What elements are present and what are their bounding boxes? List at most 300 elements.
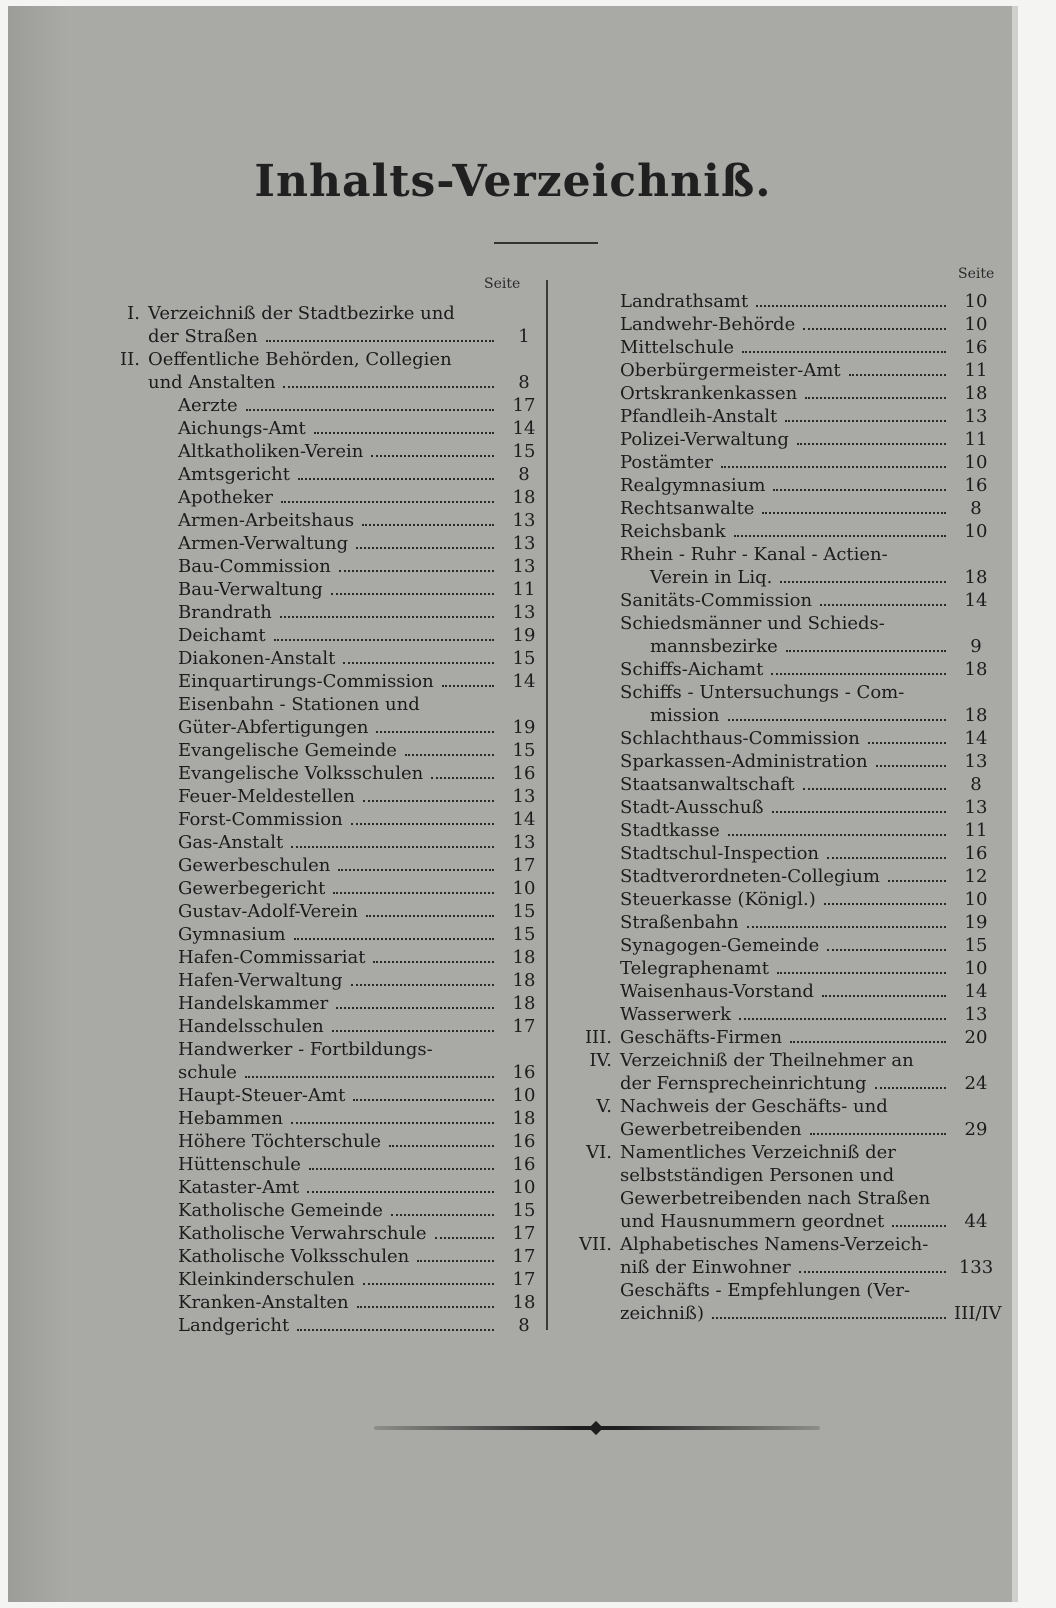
leader-dots xyxy=(246,409,494,411)
toc-entry xyxy=(578,727,998,750)
toc-entry xyxy=(578,750,998,773)
toc-entry-page: 12 xyxy=(964,866,988,887)
leader-dots xyxy=(333,892,494,894)
toc-entry-label: Verzeichniß der Stadtbezirke und xyxy=(148,303,455,324)
toc-entry-label: Polizei-Verwaltung xyxy=(620,429,789,450)
toc-entry-label: Schiedsmänner und Schieds- xyxy=(620,613,885,634)
toc-entry xyxy=(106,969,546,992)
toc-entry-label: Stadt-Ausschuß xyxy=(620,797,764,818)
leader-dots xyxy=(297,1329,494,1331)
toc-entry xyxy=(578,980,998,1003)
toc-entry-label: Apotheker xyxy=(178,487,274,508)
leader-dots xyxy=(266,340,494,342)
toc-entry-label: Gewerbetreibenden nach Straßen xyxy=(620,1188,931,1209)
toc-entry-number: IV. xyxy=(589,1050,612,1071)
toc-entry-label: Hafen-Commissariat xyxy=(178,947,366,968)
toc-entry xyxy=(578,1256,998,1279)
leader-dots xyxy=(803,328,946,330)
toc-entry-page: 16 xyxy=(512,763,536,784)
toc-entry-page: 14 xyxy=(512,671,536,692)
toc-entry-label: Gustav-Adolf-Verein xyxy=(178,901,358,922)
toc-entry-label: Diakonen-Anstalt xyxy=(178,648,336,669)
toc-entry xyxy=(578,451,998,474)
toc-entry-page: 14 xyxy=(964,981,988,1002)
toc-entry-label: Alphabetisches Namens-Verzeich- xyxy=(620,1234,929,1255)
leader-dots xyxy=(739,1018,946,1020)
toc-entry-label: Hebammen xyxy=(178,1108,283,1129)
leader-dots xyxy=(822,995,946,997)
toc-entry-label: Kleinkinderschulen xyxy=(178,1269,355,1290)
toc-entry-label: Pfandleih-Anstalt xyxy=(620,406,778,427)
toc-entry xyxy=(106,1268,546,1291)
toc-entry xyxy=(578,428,998,451)
toc-entry-label: Landrathsamt xyxy=(620,291,749,312)
toc-entry xyxy=(106,1130,546,1153)
toc-entry xyxy=(578,1072,998,1095)
toc-entry-label: mannsbezirke xyxy=(650,636,778,657)
toc-entry-label: Nachweis der Geschäfts- und xyxy=(620,1096,888,1117)
toc-entry-label: Stadtverordneten-Collegium xyxy=(620,866,880,887)
toc-entry-page: 15 xyxy=(512,441,536,462)
leader-dots xyxy=(343,662,494,664)
toc-entry xyxy=(106,325,546,348)
leader-dots xyxy=(777,972,946,974)
title-rule xyxy=(494,242,598,244)
toc-entry-page: 17 xyxy=(512,1016,536,1037)
toc-entry-label: Eisenbahn - Stationen und xyxy=(178,694,420,715)
toc-entry xyxy=(106,578,546,601)
leader-dots xyxy=(363,800,494,802)
toc-entry-label: Oeffentliche Behörden, Collegien xyxy=(148,349,452,370)
toc-entry-label: Güter-Abfertigungen xyxy=(178,717,369,738)
toc-entry xyxy=(578,773,998,796)
toc-entry xyxy=(578,865,998,888)
toc-entry xyxy=(578,911,998,934)
toc-entry-page: 17 xyxy=(512,1223,536,1244)
leader-dots xyxy=(785,420,946,422)
leader-dots xyxy=(712,1317,946,1319)
toc-entry-page: 15 xyxy=(512,1200,536,1221)
toc-entry-page: 16 xyxy=(512,1062,536,1083)
leader-dots xyxy=(875,1087,946,1089)
toc-entry-label: Sanitäts-Commission xyxy=(620,590,813,611)
toc-entry-label: Einquartirungs-Commission xyxy=(178,671,434,692)
toc-entry-label: selbstständigen Personen und xyxy=(620,1165,895,1186)
toc-entry xyxy=(578,1279,998,1302)
toc-entry xyxy=(578,1026,998,1049)
leader-dots xyxy=(356,547,494,549)
toc-entry xyxy=(578,313,998,336)
leader-dots xyxy=(771,673,946,675)
toc-entry-label: Evangelische Gemeinde xyxy=(178,740,397,761)
toc-entry-label: Postämter xyxy=(620,452,713,473)
toc-entry-page: 18 xyxy=(512,487,536,508)
toc-entry xyxy=(578,382,998,405)
toc-entry xyxy=(106,1199,546,1222)
toc-entry xyxy=(106,486,546,509)
toc-entry-label: Mittelschule xyxy=(620,337,734,358)
leader-dots xyxy=(442,685,494,687)
toc-entry-label: Hafen-Verwaltung xyxy=(178,970,343,991)
leader-dots xyxy=(728,834,946,836)
toc-entry-label: Gymnasium xyxy=(178,924,286,945)
toc-entry-label: Realgymnasium xyxy=(620,475,766,496)
toc-entry-label: Gas-Anstalt xyxy=(178,832,284,853)
toc-entry xyxy=(106,601,546,624)
toc-entry xyxy=(578,405,998,428)
toc-entry-label: Schlachthaus-Commission xyxy=(620,728,860,749)
toc-entry-label: Staatsanwaltschaft xyxy=(620,774,795,795)
toc-entry-page: 16 xyxy=(512,1154,536,1175)
leader-dots xyxy=(351,823,494,825)
leader-dots xyxy=(332,1030,494,1032)
toc-entry-label: Geschäfts - Empfehlungen (Ver- xyxy=(620,1280,911,1301)
leader-dots xyxy=(336,1007,494,1009)
toc-entry-page: 13 xyxy=(512,602,536,623)
toc-entry xyxy=(106,693,546,716)
leader-dots xyxy=(721,466,946,468)
toc-entry-page: 16 xyxy=(964,475,988,496)
toc-entry xyxy=(106,348,546,371)
toc-entry-page: 9 xyxy=(970,636,982,657)
toc-entry-label: Reichsbank xyxy=(620,521,726,542)
toc-entry xyxy=(106,946,546,969)
toc-entry-page: 18 xyxy=(964,705,988,726)
toc-entry-page: 17 xyxy=(512,1246,536,1267)
toc-entry xyxy=(106,1015,546,1038)
leader-dots xyxy=(742,351,946,353)
toc-entry-label: Landwehr-Behörde xyxy=(620,314,796,335)
toc-entry-page: 14 xyxy=(964,590,988,611)
toc-entry-page: 13 xyxy=(512,510,536,531)
leader-dots xyxy=(307,1191,494,1193)
toc-entry xyxy=(106,670,546,693)
toc-entry xyxy=(578,934,998,957)
leader-dots xyxy=(274,639,494,641)
toc-entry-page: 16 xyxy=(512,1131,536,1152)
toc-entry xyxy=(578,842,998,865)
toc-entry-label: Amtsgericht xyxy=(178,464,290,485)
toc-entry xyxy=(578,566,998,589)
leader-dots xyxy=(762,512,946,514)
toc-entry-page: 18 xyxy=(512,993,536,1014)
toc-entry-page: 11 xyxy=(512,579,536,600)
leader-dots xyxy=(363,1283,494,1285)
toc-entry-page: 19 xyxy=(512,625,536,646)
leader-dots xyxy=(849,374,946,376)
toc-entry-label: mission xyxy=(650,705,720,726)
toc-entry-page: 18 xyxy=(512,947,536,968)
leader-dots xyxy=(435,1237,495,1239)
toc-entry-number: I. xyxy=(127,303,140,324)
toc-entry-page: 10 xyxy=(964,521,988,542)
toc-entry-page: 13 xyxy=(512,533,536,554)
toc-entry xyxy=(578,543,998,566)
toc-entry xyxy=(106,739,546,762)
toc-entry xyxy=(106,532,546,555)
toc-entry-number: V. xyxy=(596,1096,612,1117)
toc-entry-label: Verein in Liq. xyxy=(650,567,773,588)
toc-entry xyxy=(106,785,546,808)
toc-entry xyxy=(106,1153,546,1176)
toc-entry xyxy=(578,1095,998,1118)
toc-entry-page: 44 xyxy=(964,1211,988,1232)
toc-entry-label: Landgericht xyxy=(178,1315,290,1336)
toc-entry xyxy=(578,888,998,911)
leader-dots xyxy=(876,765,946,767)
leader-dots xyxy=(405,754,494,756)
leader-dots xyxy=(353,1099,494,1101)
leader-dots xyxy=(338,869,494,871)
toc-entry-number: VII. xyxy=(579,1234,612,1255)
toc-entry-page: 8 xyxy=(970,498,982,519)
leader-dots xyxy=(827,857,946,859)
toc-entry-page: 11 xyxy=(964,360,988,381)
toc-entry-label: schule xyxy=(178,1062,237,1083)
toc-entry xyxy=(578,1210,998,1233)
toc-entry-label: Wasserwerk xyxy=(620,1004,731,1025)
toc-entry xyxy=(578,336,998,359)
leader-dots xyxy=(747,926,946,928)
toc-entry xyxy=(578,359,998,382)
toc-entry-page: 15 xyxy=(512,740,536,761)
toc-entry-page: 15 xyxy=(512,648,536,669)
toc-entry xyxy=(578,1164,998,1187)
leader-dots xyxy=(391,1214,494,1216)
toc-entry-label: Kataster-Amt xyxy=(178,1177,300,1198)
toc-entry-page: 14 xyxy=(964,728,988,749)
toc-entry-label: Steuerkasse (Königl.) xyxy=(620,889,816,910)
leader-dots xyxy=(245,1076,494,1078)
toc-entry xyxy=(106,302,546,325)
toc-entry-label: Aerzte xyxy=(178,395,238,416)
toc-entry xyxy=(578,635,998,658)
leader-dots xyxy=(291,1122,494,1124)
toc-entry-label: Bau-Verwaltung xyxy=(178,579,323,600)
toc-entry-page: 13 xyxy=(512,556,536,577)
leader-dots xyxy=(780,581,946,583)
leader-dots xyxy=(283,386,494,388)
toc-entry xyxy=(106,1038,546,1061)
toc-entry-page: 8 xyxy=(518,464,530,485)
leader-dots xyxy=(773,489,946,491)
toc-entry-page: 18 xyxy=(512,1108,536,1129)
toc-entry xyxy=(578,704,998,727)
toc-entry xyxy=(106,716,546,739)
toc-entry-page: 14 xyxy=(512,418,536,439)
leader-dots xyxy=(868,742,946,744)
toc-entry-page: 20 xyxy=(964,1027,988,1048)
document-page xyxy=(8,6,1018,1602)
toc-entry xyxy=(578,1141,998,1164)
leader-dots xyxy=(888,880,946,882)
toc-entry-label: Altkatholiken-Verein xyxy=(178,441,364,462)
leader-dots xyxy=(389,1145,494,1147)
toc-entry xyxy=(106,1291,546,1314)
toc-entry-page: 13 xyxy=(512,786,536,807)
toc-entry-page: 14 xyxy=(512,809,536,830)
leader-dots xyxy=(431,777,494,779)
toc-entry-page: 10 xyxy=(964,889,988,910)
toc-entry xyxy=(578,681,998,704)
toc-entry-page: 13 xyxy=(964,406,988,427)
toc-entry xyxy=(578,957,998,980)
toc-entry xyxy=(106,1107,546,1130)
toc-entry xyxy=(106,854,546,877)
toc-entry xyxy=(106,808,546,831)
toc-entry-label: Katholische Volksschulen xyxy=(178,1246,410,1267)
leader-dots xyxy=(339,570,494,572)
toc-entry xyxy=(578,520,998,543)
toc-entry xyxy=(106,900,546,923)
toc-entry xyxy=(106,509,546,532)
leader-dots xyxy=(734,535,946,537)
toc-entry-page: III/IV xyxy=(954,1303,1002,1324)
toc-entry-page: 17 xyxy=(512,1269,536,1290)
toc-entry xyxy=(578,819,998,842)
toc-entry-page: 10 xyxy=(964,291,988,312)
toc-entry-label: Hüttenschule xyxy=(178,1154,301,1175)
toc-entry-label: Stadtkasse xyxy=(620,820,720,841)
toc-entry xyxy=(578,1003,998,1026)
toc-entry xyxy=(578,658,998,681)
toc-entry-page: 18 xyxy=(964,659,988,680)
toc-entry-label: Katholische Verwahrschule xyxy=(178,1223,427,1244)
toc-entry-page: 18 xyxy=(512,1292,536,1313)
leader-dots xyxy=(728,719,947,721)
toc-entry-label: Brandrath xyxy=(178,602,272,623)
toc-entry xyxy=(106,831,546,854)
toc-entry-page: 15 xyxy=(964,935,988,956)
leader-dots xyxy=(892,1225,946,1227)
toc-entry-label: Armen-Verwaltung xyxy=(178,533,349,554)
leader-dots xyxy=(805,397,946,399)
toc-entry xyxy=(578,1233,998,1256)
toc-entry-page: 10 xyxy=(964,314,988,335)
toc-entry-label: Evangelische Volksschulen xyxy=(178,763,424,784)
leader-dots xyxy=(280,616,494,618)
leader-dots xyxy=(331,593,494,595)
toc-entry-number: VI. xyxy=(586,1142,612,1163)
toc-entry-label: und Hausnummern geordnet xyxy=(620,1211,885,1232)
toc-entry-page: 19 xyxy=(964,912,988,933)
toc-entry xyxy=(578,1302,1002,1325)
toc-entry-page: 18 xyxy=(512,970,536,991)
toc-entry-label: Handelskammer xyxy=(178,993,329,1014)
leader-dots xyxy=(803,788,947,790)
toc-entry xyxy=(106,1176,546,1199)
toc-entry-page: 13 xyxy=(964,751,988,772)
leader-dots xyxy=(281,501,494,503)
toc-entry-label: Feuer-Meldestellen xyxy=(178,786,355,807)
toc-entry-label: niß der Einwohner xyxy=(620,1257,791,1278)
toc-entry-label: Ortskrankenkassen xyxy=(620,383,798,404)
toc-entry-page: 13 xyxy=(964,1004,988,1025)
leader-dots xyxy=(351,984,494,986)
toc-entry xyxy=(578,1049,998,1072)
toc-entry xyxy=(106,417,546,440)
toc-entry-page: 1 xyxy=(518,326,530,347)
toc-entry-label: Bau-Commission xyxy=(178,556,331,577)
toc-entry-label: Handelsschulen xyxy=(178,1016,324,1037)
toc-entry-page: 10 xyxy=(512,878,536,899)
leader-dots xyxy=(357,1306,494,1308)
toc-entry-number: II. xyxy=(120,349,140,370)
leader-dots xyxy=(309,1168,494,1170)
toc-entry xyxy=(106,992,546,1015)
leader-dots xyxy=(820,604,946,606)
leader-dots xyxy=(824,903,946,905)
toc-entry-number: III. xyxy=(584,1027,612,1048)
leader-dots xyxy=(362,524,494,526)
leader-dots xyxy=(376,731,494,733)
seite-label-left: Seite xyxy=(484,276,521,292)
toc-entry-label: Straßenbahn xyxy=(620,912,739,933)
leader-dots xyxy=(799,1271,946,1273)
toc-entry xyxy=(578,497,998,520)
toc-entry-page: 10 xyxy=(512,1085,536,1106)
leader-dots xyxy=(294,938,494,940)
toc-entry-label: Katholische Gemeinde xyxy=(178,1200,383,1221)
toc-entry-label: Stadtschul-Inspection xyxy=(620,843,820,864)
leader-dots xyxy=(790,1041,946,1043)
toc-entry-page: 8 xyxy=(518,1315,530,1336)
toc-entry-label: Namentliches Verzeichniß der xyxy=(620,1142,896,1163)
toc-entry-page: 11 xyxy=(964,429,988,450)
toc-entry-label: Haupt-Steuer-Amt xyxy=(178,1085,346,1106)
toc-entry-label: Rechtsanwalte xyxy=(620,498,755,519)
toc-entry xyxy=(106,647,546,670)
toc-entry-label: Gewerbetreibenden xyxy=(620,1119,802,1140)
toc-entry-label: Verzeichniß der Theilnehmer an xyxy=(620,1050,914,1071)
toc-entry-label: Telegraphenamt xyxy=(620,958,769,979)
toc-entry xyxy=(106,463,546,486)
toc-entry xyxy=(106,1222,546,1245)
toc-entry-page: 10 xyxy=(512,1177,536,1198)
toc-entry-page: 29 xyxy=(964,1119,988,1140)
toc-entry-label: Höhere Töchterschule xyxy=(178,1131,381,1152)
toc-entry-page: 13 xyxy=(964,797,988,818)
leader-dots xyxy=(827,949,946,951)
ornament-diamond xyxy=(589,1421,603,1435)
toc-entry-label: Schiffs - Untersuchungs - Com- xyxy=(620,682,905,703)
toc-entry-label: Sparkassen-Administration xyxy=(620,751,868,772)
column-divider xyxy=(546,280,548,1330)
toc-entry-page: 16 xyxy=(964,337,988,358)
toc-entry-page: 13 xyxy=(512,832,536,853)
toc-entry-label: Deichamt xyxy=(178,625,266,646)
toc-entry-page: 10 xyxy=(964,958,988,979)
toc-entry-label: Synagogen-Gemeinde xyxy=(620,935,820,956)
toc-entry xyxy=(578,1187,998,1210)
toc-entry-label: Geschäfts-Firmen xyxy=(620,1027,783,1048)
toc-entry-label: Armen-Arbeitshaus xyxy=(178,510,355,531)
toc-entry xyxy=(106,762,546,785)
toc-entry xyxy=(106,1084,546,1107)
toc-entry xyxy=(578,1118,998,1141)
leader-dots xyxy=(366,915,494,917)
toc-entry xyxy=(106,1061,546,1084)
toc-entry-page: 133 xyxy=(958,1257,994,1278)
leader-dots xyxy=(371,455,494,457)
toc-entry xyxy=(578,290,998,313)
toc-entry-page: 18 xyxy=(964,567,988,588)
toc-entry xyxy=(578,796,998,819)
toc-entry xyxy=(106,624,546,647)
toc-entry-label: zeichniß) xyxy=(620,1303,704,1324)
toc-entry-page: 16 xyxy=(964,843,988,864)
toc-entry xyxy=(106,371,546,394)
